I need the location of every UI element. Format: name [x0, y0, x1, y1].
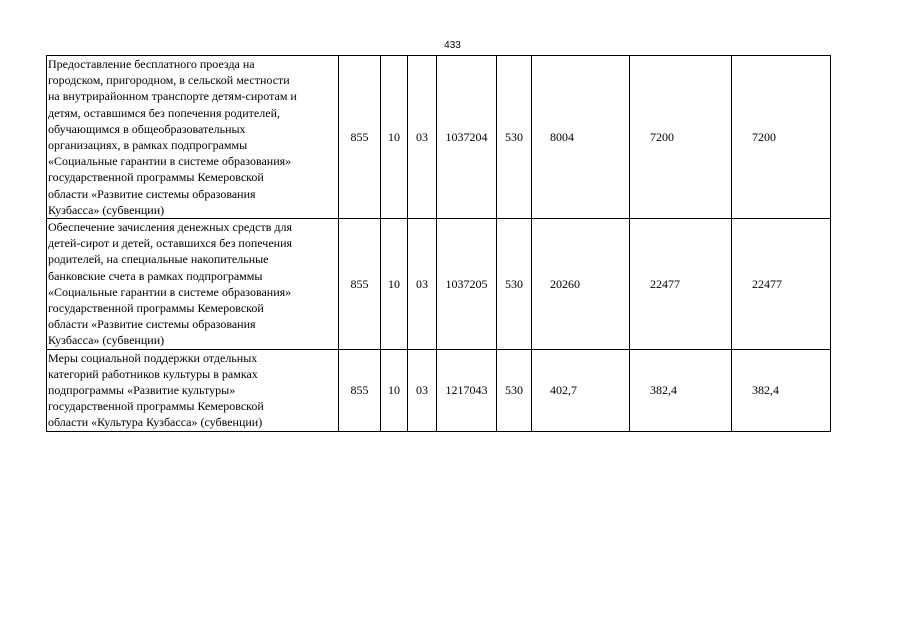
ministry-code-cell: 855 — [339, 219, 381, 350]
amount-year2-cell: 382,4 — [630, 349, 732, 431]
amount-year3-cell: 22477 — [732, 219, 831, 350]
amount-year3-cell: 382,4 — [732, 349, 831, 431]
table-row — [47, 56, 831, 219]
table-body — [47, 56, 831, 432]
target-article-cell: 1037205 — [437, 219, 497, 350]
target-article-cell: 1037204 — [437, 56, 497, 219]
amount-year1-cell: 8004 — [532, 56, 630, 219]
description-line: государственной программы Кемеровской — [48, 399, 264, 414]
description-line: детям, оставшимся без попечения родителей, — [48, 105, 280, 120]
description-line: области «Развитие системы образования — [48, 186, 256, 201]
target-article-cell: 1217043 — [437, 349, 497, 431]
expense-type-cell: 530 — [497, 349, 532, 431]
budget-table — [46, 55, 831, 432]
description-line: области «Культура Кузбасса» (субвенции) — [48, 415, 263, 430]
description-line: Обеспечение зачисления денежных средств для — [48, 220, 292, 235]
description-line: Кузбасса» (субвенции) — [48, 333, 165, 348]
description-line: подпрограммы «Развитие культуры» — [48, 383, 236, 398]
amount-year1-cell: 20260 — [532, 219, 630, 350]
amount-year3-cell: 7200 — [732, 56, 831, 219]
description-line: «Социальные гарантии в системе образования» — [48, 284, 292, 299]
table-row — [47, 219, 831, 350]
description-line: «Социальные гарантии в системе образования» — [48, 154, 292, 169]
page-number: 433 — [444, 40, 461, 51]
description-line: городском, пригородном, в сельской местности — [48, 73, 290, 88]
expense-type-cell: 530 — [497, 219, 532, 350]
description-line: банковские счета в рамках подпрограммы — [48, 268, 263, 283]
description-line: детей-сирот и детей, оставшихся без попечения — [48, 236, 293, 251]
expense-type-cell: 530 — [497, 56, 532, 219]
row-description — [47, 219, 339, 350]
description-line: категорий работников культуры в рамках — [48, 366, 258, 381]
row-description — [47, 349, 339, 431]
description-line: обучающимся в общеобразовательных — [48, 121, 246, 136]
amount-year1-cell: 402,7 — [532, 349, 630, 431]
description-line: родителей, на специальные накопительные — [48, 252, 269, 267]
amount-year2-cell: 22477 — [630, 219, 732, 350]
description-line: государственной программы Кемеровской — [48, 301, 264, 316]
subsection-code-cell: 03 — [408, 56, 437, 219]
description-line: организациях, в рамках подпрограммы — [48, 138, 248, 153]
description-line: на внутрирайонном транспорте детям-сиротам и — [48, 89, 297, 104]
description-line: области «Развитие системы образования — [48, 317, 256, 332]
section-code-cell: 10 — [381, 219, 408, 350]
section-code-cell: 10 — [381, 349, 408, 431]
subsection-code-cell: 03 — [408, 349, 437, 431]
section-code-cell: 10 — [381, 56, 408, 219]
description-line: государственной программы Кемеровской — [48, 170, 264, 185]
description-line: Предоставление бесплатного проезда на — [48, 57, 255, 71]
description-line: Меры социальной поддержки отдельных — [48, 350, 258, 365]
table-row — [47, 349, 831, 431]
amount-year2-cell: 7200 — [630, 56, 732, 219]
ministry-code-cell: 855 — [339, 56, 381, 219]
subsection-code-cell: 03 — [408, 219, 437, 350]
ministry-code-cell: 855 — [339, 349, 381, 431]
row-description — [47, 56, 339, 219]
description-line: Кузбасса» (субвенции) — [48, 202, 165, 217]
